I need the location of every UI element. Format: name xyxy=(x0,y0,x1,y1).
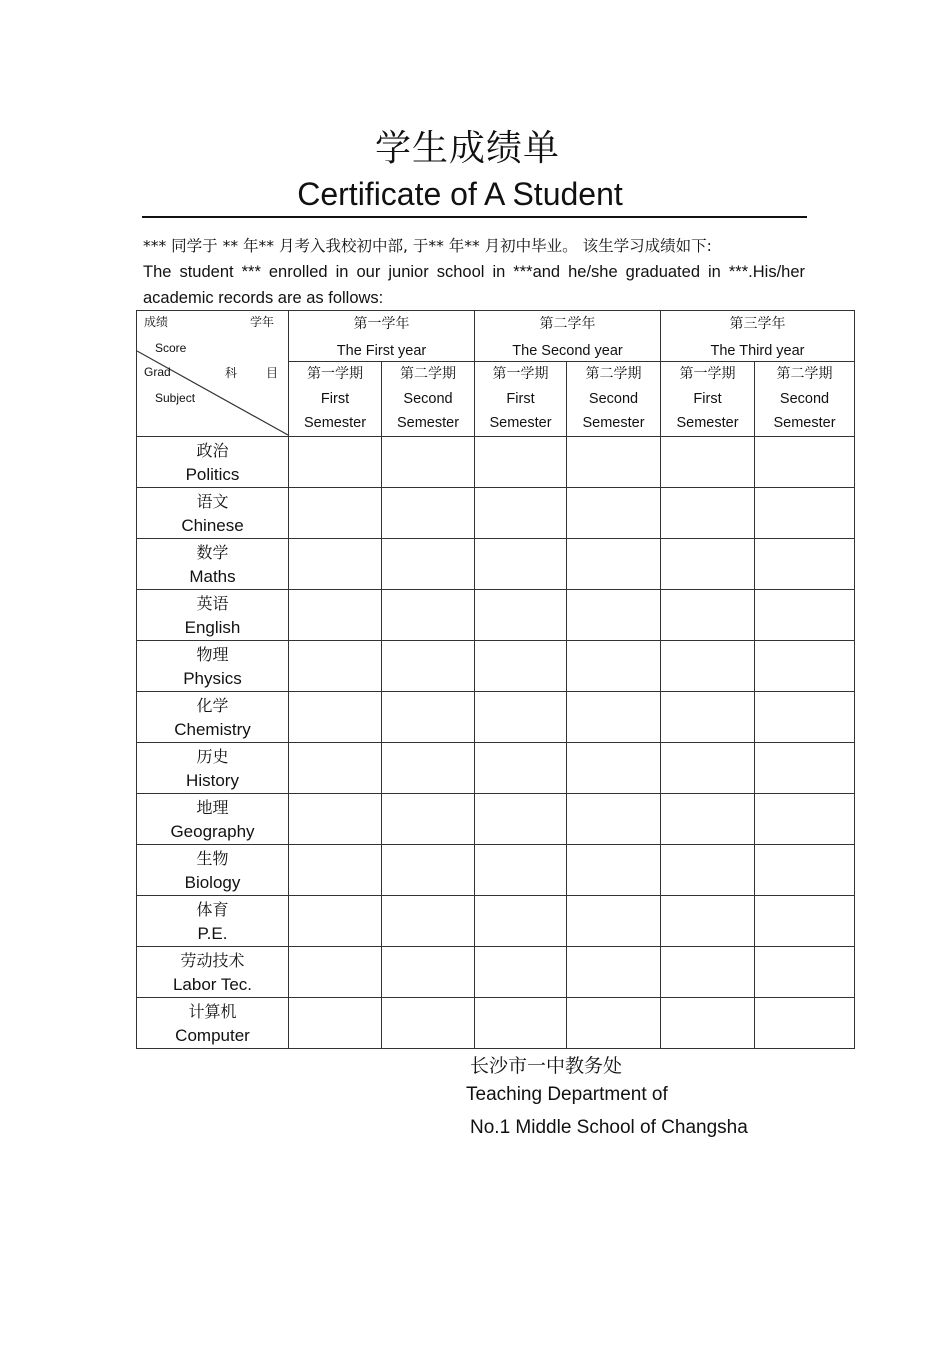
semester-label-cn: 第二学期 xyxy=(776,366,833,382)
grade-cell xyxy=(289,488,382,539)
grade-cell xyxy=(567,692,661,743)
subject-name-cell xyxy=(137,641,289,692)
grade-cell xyxy=(382,743,475,794)
grade-cell xyxy=(382,641,475,692)
year-label-cn: 第三学年 xyxy=(729,316,786,332)
semester-label-cn: 第一学期 xyxy=(679,366,736,382)
grade-cell xyxy=(661,998,755,1049)
subject-row xyxy=(137,641,855,692)
grade-cell xyxy=(382,845,475,896)
grade-cell xyxy=(382,488,475,539)
subject-name-cell xyxy=(137,743,289,794)
subject-name-en: Physics xyxy=(183,669,242,688)
subject-name-cell xyxy=(137,692,289,743)
grade-cell xyxy=(755,539,855,590)
year-label-en: The Second year xyxy=(512,343,623,359)
year-header-row xyxy=(137,311,855,362)
grade-cell xyxy=(661,845,755,896)
year-label-cn: 第二学年 xyxy=(539,316,596,332)
grade-cell xyxy=(382,896,475,947)
subject-name-cell xyxy=(137,590,289,641)
corner-ke: 科 xyxy=(225,366,238,380)
semester-header-6 xyxy=(755,362,855,437)
semester-label-suffix: Semester xyxy=(676,415,739,431)
page-title-cn: 学生成绩单 xyxy=(374,128,560,169)
grade-cell xyxy=(382,590,475,641)
grade-cell xyxy=(475,794,567,845)
grade-cell xyxy=(289,539,382,590)
grade-cell xyxy=(755,488,855,539)
grade-cell xyxy=(475,437,567,488)
year-label-cn: 第一学年 xyxy=(353,316,410,332)
subject-name-cn: 化学 xyxy=(196,696,229,715)
title-underline xyxy=(142,216,807,218)
grade-cell xyxy=(567,641,661,692)
grade-cell xyxy=(661,794,755,845)
grade-cell xyxy=(755,998,855,1049)
grade-cell xyxy=(289,641,382,692)
subject-row xyxy=(137,437,855,488)
subject-row xyxy=(137,794,855,845)
subject-name-cn: 体育 xyxy=(196,900,229,919)
grade-cell xyxy=(475,998,567,1049)
semester-label-suffix: Semester xyxy=(396,415,460,431)
semester-header-3 xyxy=(475,362,567,437)
corner-year-cn: 学年 xyxy=(250,315,275,329)
corner-mu: 目 xyxy=(266,366,279,380)
subject-row xyxy=(137,998,855,1049)
subject-name-en: Politics xyxy=(185,465,240,484)
semester-label-en: First xyxy=(693,391,722,407)
grade-cell xyxy=(661,539,755,590)
year-label-en: The Third year xyxy=(710,343,805,359)
subject-name-cn: 政治 xyxy=(196,441,229,460)
grade-cell xyxy=(661,947,755,998)
grade-cell xyxy=(567,590,661,641)
grade-cell xyxy=(567,896,661,947)
footer-department-en-line1: Teaching Department of xyxy=(466,1084,668,1105)
subject-name-cn: 地理 xyxy=(196,798,229,817)
grade-cell xyxy=(289,896,382,947)
semester-label-cn: 第一学期 xyxy=(492,366,549,382)
grade-cell xyxy=(661,641,755,692)
semester-label-suffix: Semester xyxy=(582,415,645,431)
semester-label-en: First xyxy=(506,391,535,407)
semester-label-suffix: Semester xyxy=(773,415,836,431)
subject-name-cn: 物理 xyxy=(196,645,229,664)
subject-name-en: Labor Tec. xyxy=(172,975,253,994)
subject-name-en: English xyxy=(184,618,241,637)
grade-cell xyxy=(755,590,855,641)
subject-name-cell xyxy=(137,437,289,488)
grade-cell xyxy=(567,539,661,590)
subject-row xyxy=(137,896,855,947)
subject-name-cn: 计算机 xyxy=(188,1002,237,1021)
subject-name-cell xyxy=(137,998,289,1049)
subject-row xyxy=(137,590,855,641)
grade-cell xyxy=(382,437,475,488)
grade-cell xyxy=(567,947,661,998)
grade-cell xyxy=(661,896,755,947)
subject-name-cell xyxy=(137,539,289,590)
grade-cell xyxy=(755,743,855,794)
grade-cell xyxy=(475,845,567,896)
grade-cell xyxy=(289,590,382,641)
semester-header-2 xyxy=(382,362,475,437)
subject-name-cell xyxy=(137,488,289,539)
grade-cell xyxy=(289,845,382,896)
subject-row xyxy=(137,947,855,998)
grade-cell xyxy=(567,998,661,1049)
grade-cell xyxy=(755,437,855,488)
semester-header-5 xyxy=(661,362,755,437)
corner-grad-en: Grad xyxy=(144,365,171,379)
grade-cell xyxy=(289,794,382,845)
grade-cell xyxy=(567,488,661,539)
grade-cell xyxy=(661,692,755,743)
subject-row xyxy=(137,539,855,590)
grade-cell xyxy=(755,794,855,845)
subject-row xyxy=(137,845,855,896)
grade-cell xyxy=(661,437,755,488)
subject-name-en: History xyxy=(186,771,239,790)
subject-name-en: Geography xyxy=(170,822,255,841)
grade-cell xyxy=(661,590,755,641)
semester-label-cn: 第二学期 xyxy=(585,366,642,382)
footer-department-cn: 长沙市一中教务处 xyxy=(470,1055,623,1077)
grade-cell xyxy=(382,794,475,845)
intro-text-en: The student *** enrolled in our junior school in ***and he/she graduated in ***.His/her academic records are as follows: xyxy=(143,263,805,307)
grade-cell xyxy=(567,845,661,896)
grade-cell xyxy=(755,896,855,947)
subject-name-cn: 数学 xyxy=(196,543,229,562)
grade-cell xyxy=(289,947,382,998)
grade-cell xyxy=(475,590,567,641)
intro-text-cn: *** 同学于 ** 年** 月考入我校初中部, 于** 年** 月初中毕业。 该生学习成绩如下: xyxy=(143,237,712,255)
semester-label-en: Second xyxy=(588,391,639,407)
subject-name-cn: 生物 xyxy=(196,849,229,868)
subject-row xyxy=(137,488,855,539)
grade-cell xyxy=(382,947,475,998)
subject-name-en: Maths xyxy=(189,567,236,586)
subject-name-en: Computer xyxy=(175,1026,250,1045)
corner-subject-en: Subject xyxy=(155,391,196,405)
grade-cell xyxy=(289,437,382,488)
semester-header-1 xyxy=(289,362,382,437)
grade-cell xyxy=(567,437,661,488)
subject-row xyxy=(137,743,855,794)
subject-name-en: Chinese xyxy=(181,516,244,535)
semester-header-4 xyxy=(567,362,661,437)
subject-name-cn: 英语 xyxy=(196,594,229,613)
year-header-2 xyxy=(475,311,661,362)
semester-label-suffix: Semester xyxy=(489,415,552,431)
grade-cell xyxy=(755,692,855,743)
semester-label-en: First xyxy=(320,391,350,407)
grade-cell xyxy=(755,641,855,692)
grade-cell xyxy=(289,998,382,1049)
grade-cell xyxy=(567,794,661,845)
grade-cell xyxy=(289,692,382,743)
year-label-en: The First year xyxy=(336,343,427,359)
subject-row xyxy=(137,692,855,743)
grade-cell xyxy=(475,641,567,692)
subject-name-en: P.E. xyxy=(197,924,228,943)
grade-cell xyxy=(475,692,567,743)
page-title-en: Certificate of A Student xyxy=(297,176,623,212)
subject-name-en: Biology xyxy=(184,873,241,892)
grade-cell xyxy=(661,743,755,794)
grade-cell xyxy=(755,947,855,998)
semester-label-suffix: Semester xyxy=(303,415,367,431)
subject-name-cn: 语文 xyxy=(196,492,229,511)
corner-score-cn: 成绩 xyxy=(144,315,169,329)
grade-cell xyxy=(475,488,567,539)
grade-cell xyxy=(475,896,567,947)
grades-table xyxy=(136,310,855,1049)
grade-cell xyxy=(567,743,661,794)
subject-name-cell xyxy=(137,947,289,998)
year-header-1 xyxy=(289,311,475,362)
semester-label-en: Second xyxy=(779,391,830,407)
subject-name-cn: 劳动技术 xyxy=(180,951,245,970)
grade-cell xyxy=(661,488,755,539)
subject-name-cell xyxy=(137,794,289,845)
grade-cell xyxy=(475,743,567,794)
grade-cell xyxy=(289,743,382,794)
subject-name-cell xyxy=(137,896,289,947)
footer-department-en-line2: No.1 Middle School of Changsha xyxy=(470,1117,748,1138)
subject-name-en: Chemistry xyxy=(174,720,251,739)
subject-name-cn: 历史 xyxy=(196,747,229,766)
corner-score-en: Score xyxy=(155,341,187,355)
subject-name-cell xyxy=(137,845,289,896)
corner-header-cell xyxy=(137,311,289,437)
semester-label-cn: 第一学期 xyxy=(307,366,363,382)
semester-label-cn: 第二学期 xyxy=(400,366,456,382)
semester-label-en: Second xyxy=(403,391,453,407)
grade-cell xyxy=(382,998,475,1049)
grade-cell xyxy=(475,539,567,590)
year-header-3 xyxy=(661,311,855,362)
grade-cell xyxy=(382,692,475,743)
grade-cell xyxy=(475,947,567,998)
grade-cell xyxy=(755,845,855,896)
grade-cell xyxy=(382,539,475,590)
